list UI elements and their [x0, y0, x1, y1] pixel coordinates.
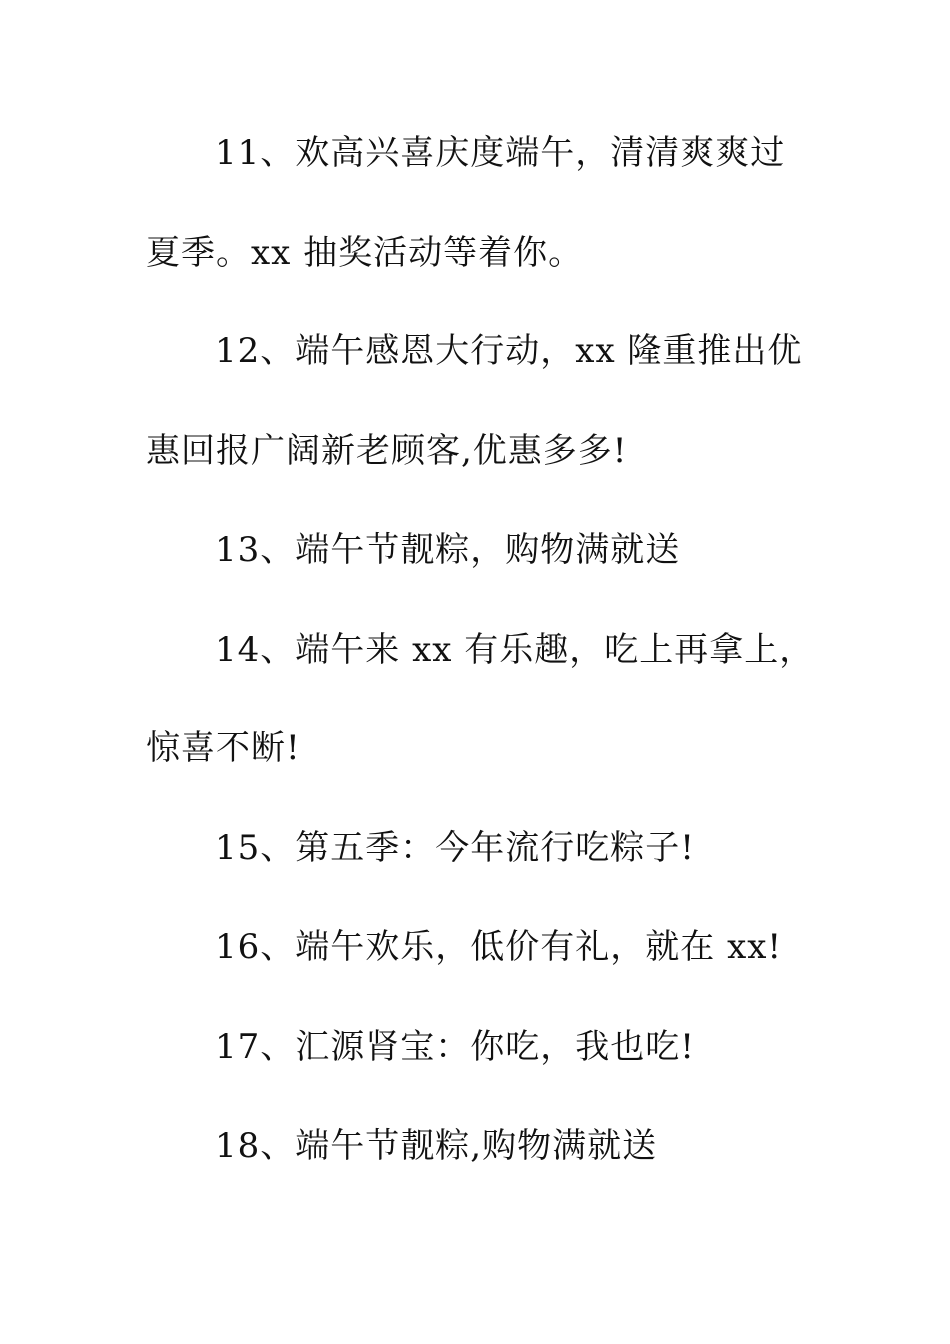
- slogan-14-line-1: 14、端午来 xx 有乐趣，吃上再拿上，: [215, 630, 815, 670]
- slogan-12-line-2: 惠回报广阔新老顾客,优惠多多!: [146, 431, 628, 471]
- slogan-18: 18、端午节靓粽,购物满就送: [215, 1126, 658, 1166]
- slogan-14-line-2: 惊喜不断!: [146, 728, 301, 768]
- slogan-12-line-1: 12、端午感恩大行动，xx 隆重推出优: [215, 331, 803, 371]
- slogan-11-line-1: 11、欢高兴喜庆度端午，清清爽爽过: [215, 133, 786, 173]
- slogan-11-line-2: 夏季。xx 抽奖活动等着你。: [146, 233, 584, 273]
- slogan-16: 16、端午欢乐，低价有礼，就在 xx!: [215, 927, 783, 967]
- slogan-13: 13、端午节靓粽，购物满就送: [215, 530, 681, 570]
- slogan-17: 17、汇源肾宝：你吃，我也吃!: [215, 1027, 695, 1067]
- slogan-15: 15、第五季：今年流行吃粽子!: [215, 828, 695, 868]
